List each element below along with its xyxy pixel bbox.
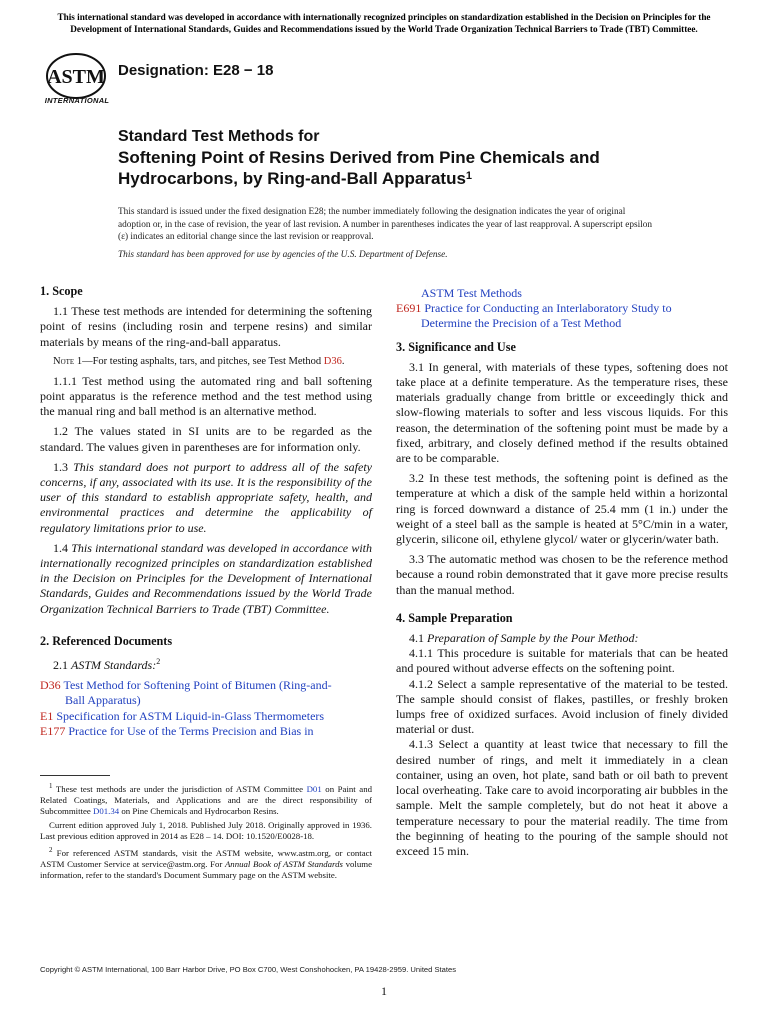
title-line-1: Standard Test Methods for <box>118 128 320 145</box>
title-footnote-mark: 1 <box>465 170 473 182</box>
para-1-4: 1.4 This international standard was developed in accordance with internationally recognized principles on standardization established in the Decision on Principles for the Development of International Standards, Guides and Recommendations issued by the World Trade Organization Technical Barriers to Trade (TBT) Committee. <box>40 540 373 616</box>
section-heading-referenced-documents: 2. Referenced Documents <box>40 633 173 648</box>
left-column <box>40 284 372 739</box>
ref-e1[interactable]: E1 Specification for ASTM Liquid-in-Glass Thermometers <box>40 708 325 723</box>
para-3-3: 3.3 The automatic method was chosen to be the reference method because a round robin demonstrated that it gave more precise results than the manual method. <box>396 552 728 597</box>
ref-e177[interactable]: E177 Practice for Use of the Terms Precision and Bias in <box>40 723 314 738</box>
link-d01[interactable]: D01 <box>306 783 322 794</box>
section-heading-significance: 3. Significance and Use <box>396 339 516 354</box>
para-4-1: 4.1 Preparation of Sample by the Pour Method: <box>409 631 639 646</box>
logo-international: INTERNATIONAL <box>44 96 110 105</box>
para-4-1-2: 4.1.2 Select a sample representative of the material to be tested. The sample should consist of flakes, pastilles, or freshly broken lumps free of oxidized surfaces. Avoid inclusion of finely divided material or dust. <box>396 676 728 737</box>
title-line-2: Softening Point of Resins Derived from Pine Chemicals and <box>118 148 600 167</box>
para-1-1-1: 1.1.1 Test method using the automated ring and ball softening point apparatus is the reference method and the test method using the manual ring and ball method is an alternative method. <box>40 373 372 419</box>
para-1-3: 1.3 This standard does not purport to address all of the safety concerns, if any, associated with its use. It is the responsibility of the user of this standard to establish appropriate safety, health, and environmental practices and determine the applicability of regulatory limitations prior to use. <box>40 459 372 535</box>
footnotes <box>40 781 372 884</box>
document-title <box>118 127 678 189</box>
issued-note: This standard is issued under the fixed designation E28; the number immediately following the designation indicates the year of original adoption or, in the case of revision, the year of last revision. A number in parentheses indicates the year of last reapproval. A superscript epsilon (ε) indicates an editorial change since the last revision or reapproval. <box>118 207 653 242</box>
ref-e177-cont[interactable]: ASTM Test Methods <box>421 286 522 300</box>
header-notice: This international standard was developed in accordance with internationally recognized principles on standardization established in the Decision on Principles for the Development of International Standards, Guides and Recommendations issued by the World Trade Organization Technical Barriers to Trade (TBT) Committee. <box>57 12 711 34</box>
ref-e691-cont[interactable]: Determine the Precision of a Test Method <box>421 316 622 331</box>
para-1-1: 1.1 These test methods are intended for determining the softening point of resins (including rosin and terpene resins) and similar materials by means of the ring-and-ball apparatus. <box>40 304 372 349</box>
note-1: Note 1—For testing asphalts, tars, and pitches, see Test Method D36. <box>53 355 345 367</box>
logo-mark-text: ASTM <box>47 66 105 88</box>
ref-d36-cont[interactable]: Ball Apparatus) <box>65 693 141 708</box>
designation: Designation: E28 − 18 <box>118 62 274 79</box>
page-number: 1 <box>381 984 387 998</box>
para-3-2: 3.2 In these test methods, the softening point is defined as the temperature at which a disk of the sample held within a horizontal ring is forced downward a distance of 25.4 mm (1 in.) under the weight of a steel ball as the sample is heated at 5°C/min in a water, glycerin, silicone oil, ethylene glycol/ water or glycerin/water bath. <box>396 471 728 547</box>
right-column <box>396 286 728 864</box>
link-d0134[interactable]: D01.34 <box>93 805 120 816</box>
footnote-divider <box>40 775 110 776</box>
footnote-1: $^1$ These test methods are under the jurisdiction of ASTM Committee D01 on Paint and Related Coatings, Materials, and Applications and are the direct responsibility of Subcommittee D01.34 on Pine Chemicals and Hydrocarbon Resins. <box>40 782 373 816</box>
para-2-1: 2.1 ASTM Standards:$^2$ <box>53 657 161 673</box>
section-heading-sample-preparation: 4. Sample Preparation <box>396 610 513 625</box>
section-heading-scope: 1. Scope <box>40 284 83 298</box>
approved-note: This standard has been approved for use by agencies of the U.S. Department of Defense. <box>118 250 448 260</box>
title-line-3: Hydrocarbons, by Ring-and-Ball Apparatus$^1$ <box>118 169 473 188</box>
link-d36-note[interactable]: D36 <box>323 355 342 367</box>
para-1-2: 1.2 The values stated in SI units are to be regarded as the standard. The values given in parentheses are for information only. <box>40 424 372 454</box>
copyright-line: Copyright © ASTM International, 100 Barr Harbor Drive, PO Box C700, West Conshohocken, PA 19428-2959. United States <box>40 965 457 974</box>
footnote-2: $^2$ For referenced ASTM standards, visit the ASTM website, www.astm.org, or contact ASTM Customer Service at service@astm.org. For Annual Book of ASTM Standards volume information, refer to the standard's Document Summary page on the ASTM website. <box>40 845 372 880</box>
para-3-1: 3.1 In general, with materials of these types, softening does not take place at a definite temperature. As the temperature rises, these materials gradually change from brittle or exceedingly thick and slow-flowing materials to softer and less viscous liquids. For this reason, the determination of the softening point must be made by a fixed, arbitrary, and closely defined method if the results obtained are to be comparable. <box>396 359 728 466</box>
para-4-1-1: 4.1.1 This procedure is suitable for materials that can be heated and poured without adverse effects on the softening point. <box>396 646 728 676</box>
ref-e691[interactable]: E691 Practice for Conducting an Interlaboratory Study to <box>396 301 672 316</box>
ref-d36[interactable]: D36 Test Method for Softening Point of Bitumen (Ring-and- <box>40 678 332 693</box>
footnote-1-edition: Current edition approved July 1, 2018. Published July 2018. Originally approved in 1936. Last previous edition approved in 2014 as E28 – 14. DOI: 10.1520/E0028-18. <box>40 819 372 841</box>
para-4-1-3: 4.1.3 Select a quantity at least twice that necessary to fill the desired number of rings, and melt it immediately in a clean container, using an oven, hot plate, sand bath or oil bath to prevent local overheating. Take care to avoid incorporating air bubbles in the sample. Melt the sample completely, but do not heat it above a temperature necessary to pour the material readily. The time from the beginning of heating to the pouring of the sample should not exceed 15 min. <box>396 737 728 858</box>
